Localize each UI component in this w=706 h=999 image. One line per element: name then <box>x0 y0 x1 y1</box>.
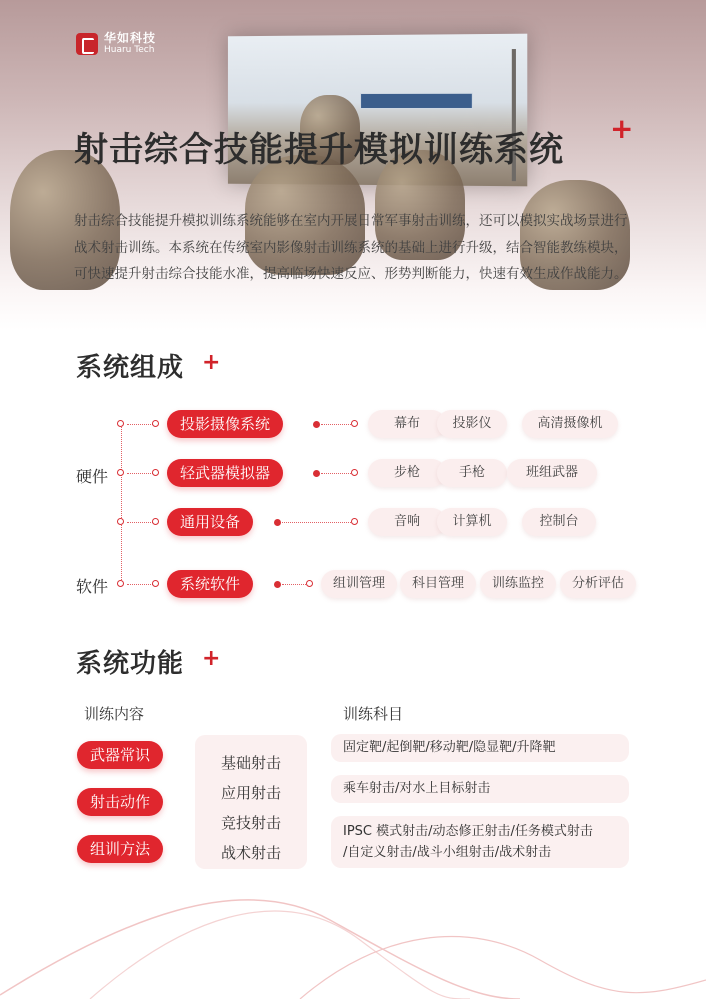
decorative-curves <box>0 860 706 999</box>
connector-line <box>127 424 153 425</box>
item-squad-weapon: 班组武器 <box>507 459 597 487</box>
item-screen: 幕布 <box>368 410 446 438</box>
subject-modes-line-1: IPSC 模式射击/动态修正射击/任务模式射击 <box>343 824 593 839</box>
item-analysis-evaluation: 分析评估 <box>560 570 636 598</box>
connector-line <box>127 522 153 523</box>
shooting-type-basic: 基础射击 <box>220 754 281 772</box>
connector-node <box>351 420 358 427</box>
plus-icon: + <box>610 112 634 145</box>
connector-dot <box>313 421 320 428</box>
item-training-management: 组训管理 <box>321 570 397 598</box>
connector-line <box>282 584 306 585</box>
item-computer: 计算机 <box>437 508 507 536</box>
shooting-type-competitive: 竞技射击 <box>220 814 281 832</box>
page-title: 射击综合技能提升模拟训练系统 <box>74 130 564 170</box>
item-projector: 投影仪 <box>437 410 507 438</box>
connector-node <box>152 518 159 525</box>
connector-node <box>117 469 124 476</box>
shooting-type-tactical: 战术射击 <box>220 844 281 862</box>
connector-line <box>121 424 122 584</box>
connector-node <box>351 469 358 476</box>
connector-node <box>152 580 159 587</box>
road-sign-graphic <box>360 93 473 109</box>
item-hd-camera: 高清摄像机 <box>522 410 618 438</box>
logo-icon <box>76 33 98 55</box>
item-audio: 音响 <box>368 508 446 536</box>
group-system-software: 系统软件 <box>167 570 253 598</box>
composition-title: 系统组成 <box>76 353 185 383</box>
functions-title: 系统功能 <box>76 649 185 679</box>
content-training-method: 组训方法 <box>77 835 163 863</box>
connector-dot <box>313 470 320 477</box>
connector-line <box>282 522 351 523</box>
connector-node <box>351 518 358 525</box>
connector-node <box>117 420 124 427</box>
logo-name-cn: 华如科技 <box>104 31 157 45</box>
group-general-equipment: 通用设备 <box>167 508 253 536</box>
plus-icon: + <box>202 646 221 671</box>
subject-modes-line-2: /自定义射击/战斗小组射击/战术射击 <box>343 845 552 860</box>
logo-name-en: Huaru Tech <box>104 45 155 55</box>
subject-vehicle-water: 乘车射击/对水上目标射击 <box>331 775 629 803</box>
connector-dot <box>274 581 281 588</box>
connector-dot <box>274 519 281 526</box>
connector-line <box>127 473 153 474</box>
software-label: 软件 <box>76 577 109 596</box>
item-subject-management: 科目管理 <box>400 570 476 598</box>
connector-line <box>321 473 351 474</box>
item-rifle: 步枪 <box>368 459 446 487</box>
group-light-weapon-simulator: 轻武器模拟器 <box>167 459 283 487</box>
connector-node <box>117 518 124 525</box>
shooting-type-applied: 应用射击 <box>220 784 281 802</box>
connector-node <box>152 469 159 476</box>
content-weapon-knowledge: 武器常识 <box>77 741 163 769</box>
connector-node <box>152 420 159 427</box>
intro-paragraph: 射击综合技能提升模拟训练系统能够在室内开展日常军事射击训练，还可以模拟实战场景进行战术射击训练。本系统在传统室内影像射击训练系统的基础上进行升级，结合智能教练模块，可快速提升射击综合技能水准，提高临场快速反应、形势判断能力，快速有效生成作战能力。 <box>74 213 628 282</box>
company-logo <box>76 32 156 55</box>
group-projection-camera: 投影摄像系统 <box>167 410 283 438</box>
plus-icon: + <box>202 350 221 375</box>
shooting-types-box <box>195 735 307 869</box>
item-pistol: 手枪 <box>437 459 507 487</box>
connector-line <box>321 424 351 425</box>
connector-node <box>306 580 313 587</box>
subject-targets: 固定靶/起倒靶/移动靶/隐显靶/升降靶 <box>331 734 629 762</box>
content-shooting-action: 射击动作 <box>77 788 163 816</box>
item-training-monitoring: 训练监控 <box>480 570 556 598</box>
training-content-heading: 训练内容 <box>84 705 145 723</box>
connector-node <box>117 580 124 587</box>
item-console: 控制台 <box>522 508 596 536</box>
hardware-label: 硬件 <box>76 467 109 486</box>
training-subjects-heading: 训练科目 <box>343 705 404 723</box>
connector-line <box>127 584 153 585</box>
